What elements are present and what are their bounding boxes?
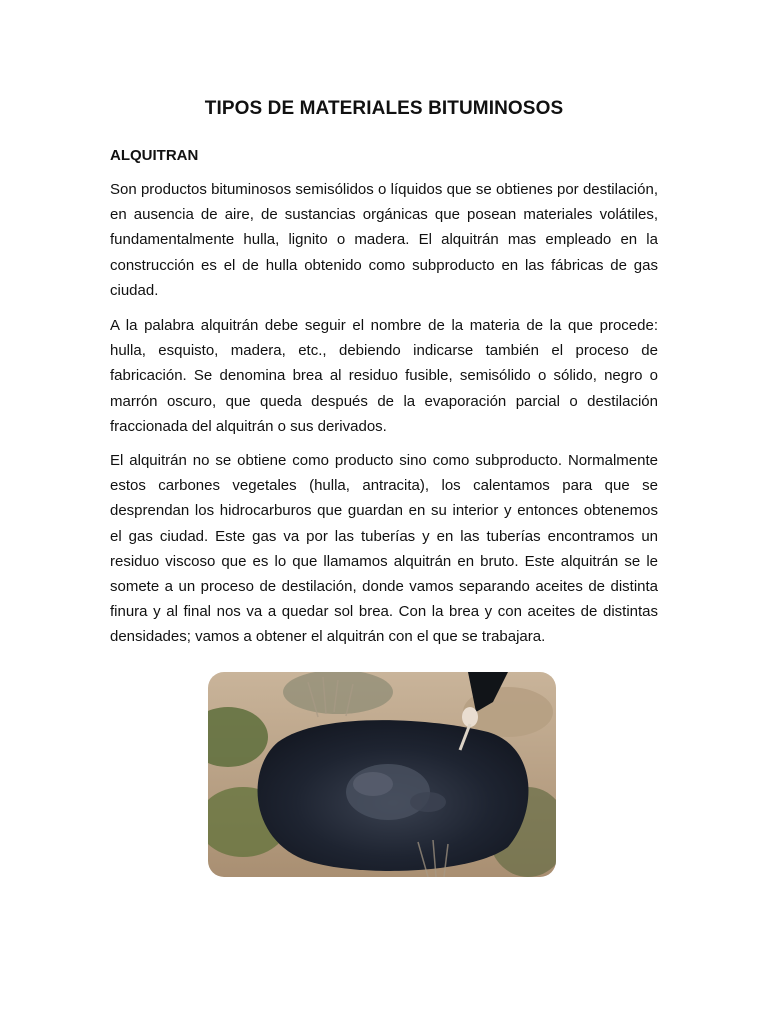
tar-pit-illustration xyxy=(208,672,556,877)
section-heading: ALQUITRAN xyxy=(110,147,199,164)
tar-pit-photo xyxy=(208,672,556,877)
paragraph-2: A la palabra alquitrán debe seguir el nombre de la materia de la que procede: hulla, esquisto, madera, etc., debiendo indicarse también el proceso de fabricación. Se denomina brea al residuo fusible, semisólido o sólido, negro o marrón oscuro, que queda después de la evaporación parcial o destilación fraccionada del alquitrán o sus derivados. xyxy=(110,317,658,435)
page-title: TIPOS DE MATERIALES BITUMINOSOS xyxy=(204,98,564,119)
paragraph-1: Son productos bituminosos semisólidos o líquidos que se obtienes por destilación, en ausencia de aire, de sustancias orgánicas que posean materiales volátiles, fundamentalmente hulla, lignito o madera. El alquitrán mas empleado en la construcción es el de hulla obtenido como subproducto en las fábricas de gas ciudad. xyxy=(110,181,658,299)
photo-reflection xyxy=(208,878,556,938)
paragraph-3: El alquitrán no se obtiene como producto sino como subproducto. Normalmente estos carbones vegetales (hulla, antracita), los calentamos para que se desprendan los hidrocarburos que guardan en su interior y entonces obtenemos el gas ciudad. Este gas va por las tuberías y en las tuberías encontramos un residuo viscoso que es lo que llamamos alquitrán en bruto. Este alquitrán se le somete a un proceso de destilación, donde vamos separando aceites de distinta finura y al final nos va a quedar sol brea. Con la brea y con aceites de distintas densidades; vamos a obtener el alquitrán con el que se trabajara. xyxy=(110,452,658,646)
